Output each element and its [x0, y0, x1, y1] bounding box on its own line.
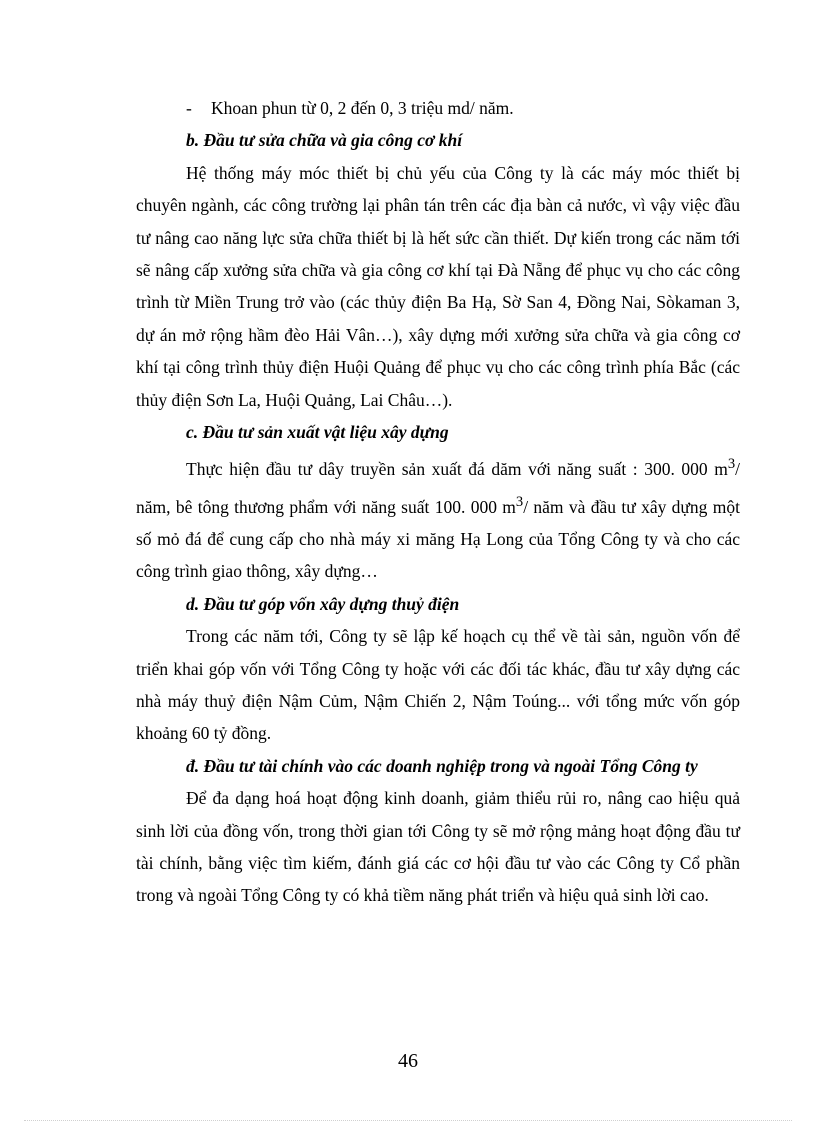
section-paragraph-b: Hệ thống máy móc thiết bị chủ yếu của Công ty là các máy móc thiết bị chuyên ngành, các công trường lại phân tán trên các địa bàn cả nước, vì vậy việc đầu tư nâng cao năng lực sửa chữa thiết bị là hết sức cần thiết. Dự kiến trong các năm tới sẽ nâng cấp xưởng sửa chữa và gia công cơ khí tại Đà Nẵng để phục vụ cho các công trình từ Miền Trung trở vào (các thủy điện Ba Hạ, Sờ San 4, Đồng Nai, Sòkaman 3, dự án mở rộng hầm đèo Hải Vân…), xây dựng mới xưởng sửa chữa và gia công cơ khí tại công trình thủy điện Huội Quảng để phục vụ cho các công trình phía Bắc (các thủy điện Sơn La, Huội Quảng, Lai Châu…). [136, 162, 740, 410]
bullet-mark: - [186, 98, 192, 118]
section-heading-b: b. Đầu tư sửa chữa và gia công cơ khí [186, 130, 463, 151]
section-paragraph-c [136, 448, 740, 587]
superscript-cubic-1: 3 [727, 456, 736, 473]
section-heading-c: c. Đầu tư sản xuất vật liệu xây dựng [186, 422, 449, 443]
section-paragraph-d1: Trong các năm tới, Công ty sẽ lập kế hoạch cụ thể về tài sản, nguồn vốn để triển khai góp vốn với Tổng Công ty hoặc với các đối tác khác, đầu tư xây dựng các nhà máy thuỷ điện Nậm Củm, Nậm Chiến 2, Nậm Toúng... với tổng mức vốn góp khoảng 60 tỷ đồng. [136, 626, 740, 744]
superscript-cubic-2: 3 [515, 493, 524, 510]
section-heading-d1: d. Đầu tư góp vốn xây dựng thuỷ điện [186, 593, 460, 614]
paragraph-c-part1: Thực hiện đầu tư dây truyền sản xuất đá dăm với năng suất : 300. 000 m [186, 459, 728, 480]
paragraph-c-part3: / năm và đầu tư xây dựng một số mỏ đá để cung cấp cho nhà máy xi măng Hạ Long của Tổng Công ty và cho các công trình giao thông, xây dựng… [136, 496, 740, 582]
bullet-item [136, 92, 740, 124]
section-paragraph-d2: Để đa dạng hoá hoạt động kinh doanh, giảm thiểu rủi ro, nâng cao hiệu quả sinh lời của đồng vốn, trong thời gian tới Công ty sẽ mở rộng mảng hoạt động đầu tư tài chính, bằng việc tìm kiếm, đánh giá các cơ hội đầu tư vào các Công ty Cổ phần trong và ngoài Tổng Công ty có khả tiềm năng phát triển và hiệu quả sinh lời cao. [136, 788, 740, 906]
page-bottom-divider [24, 1120, 792, 1121]
paragraph-c-part2: / năm, bê tông thương phẩm với năng suất 100. 000 m [136, 459, 740, 517]
page-number: 46 [398, 1050, 418, 1072]
bullet-text: Khoan phun từ 0, 2 đến 0, 3 triệu md/ năm. [211, 98, 514, 118]
section-heading-d2: đ. Đầu tư tài chính vào các doanh nghiệp trong và ngoài Tổng Công ty [186, 755, 698, 776]
document-body [136, 92, 740, 912]
